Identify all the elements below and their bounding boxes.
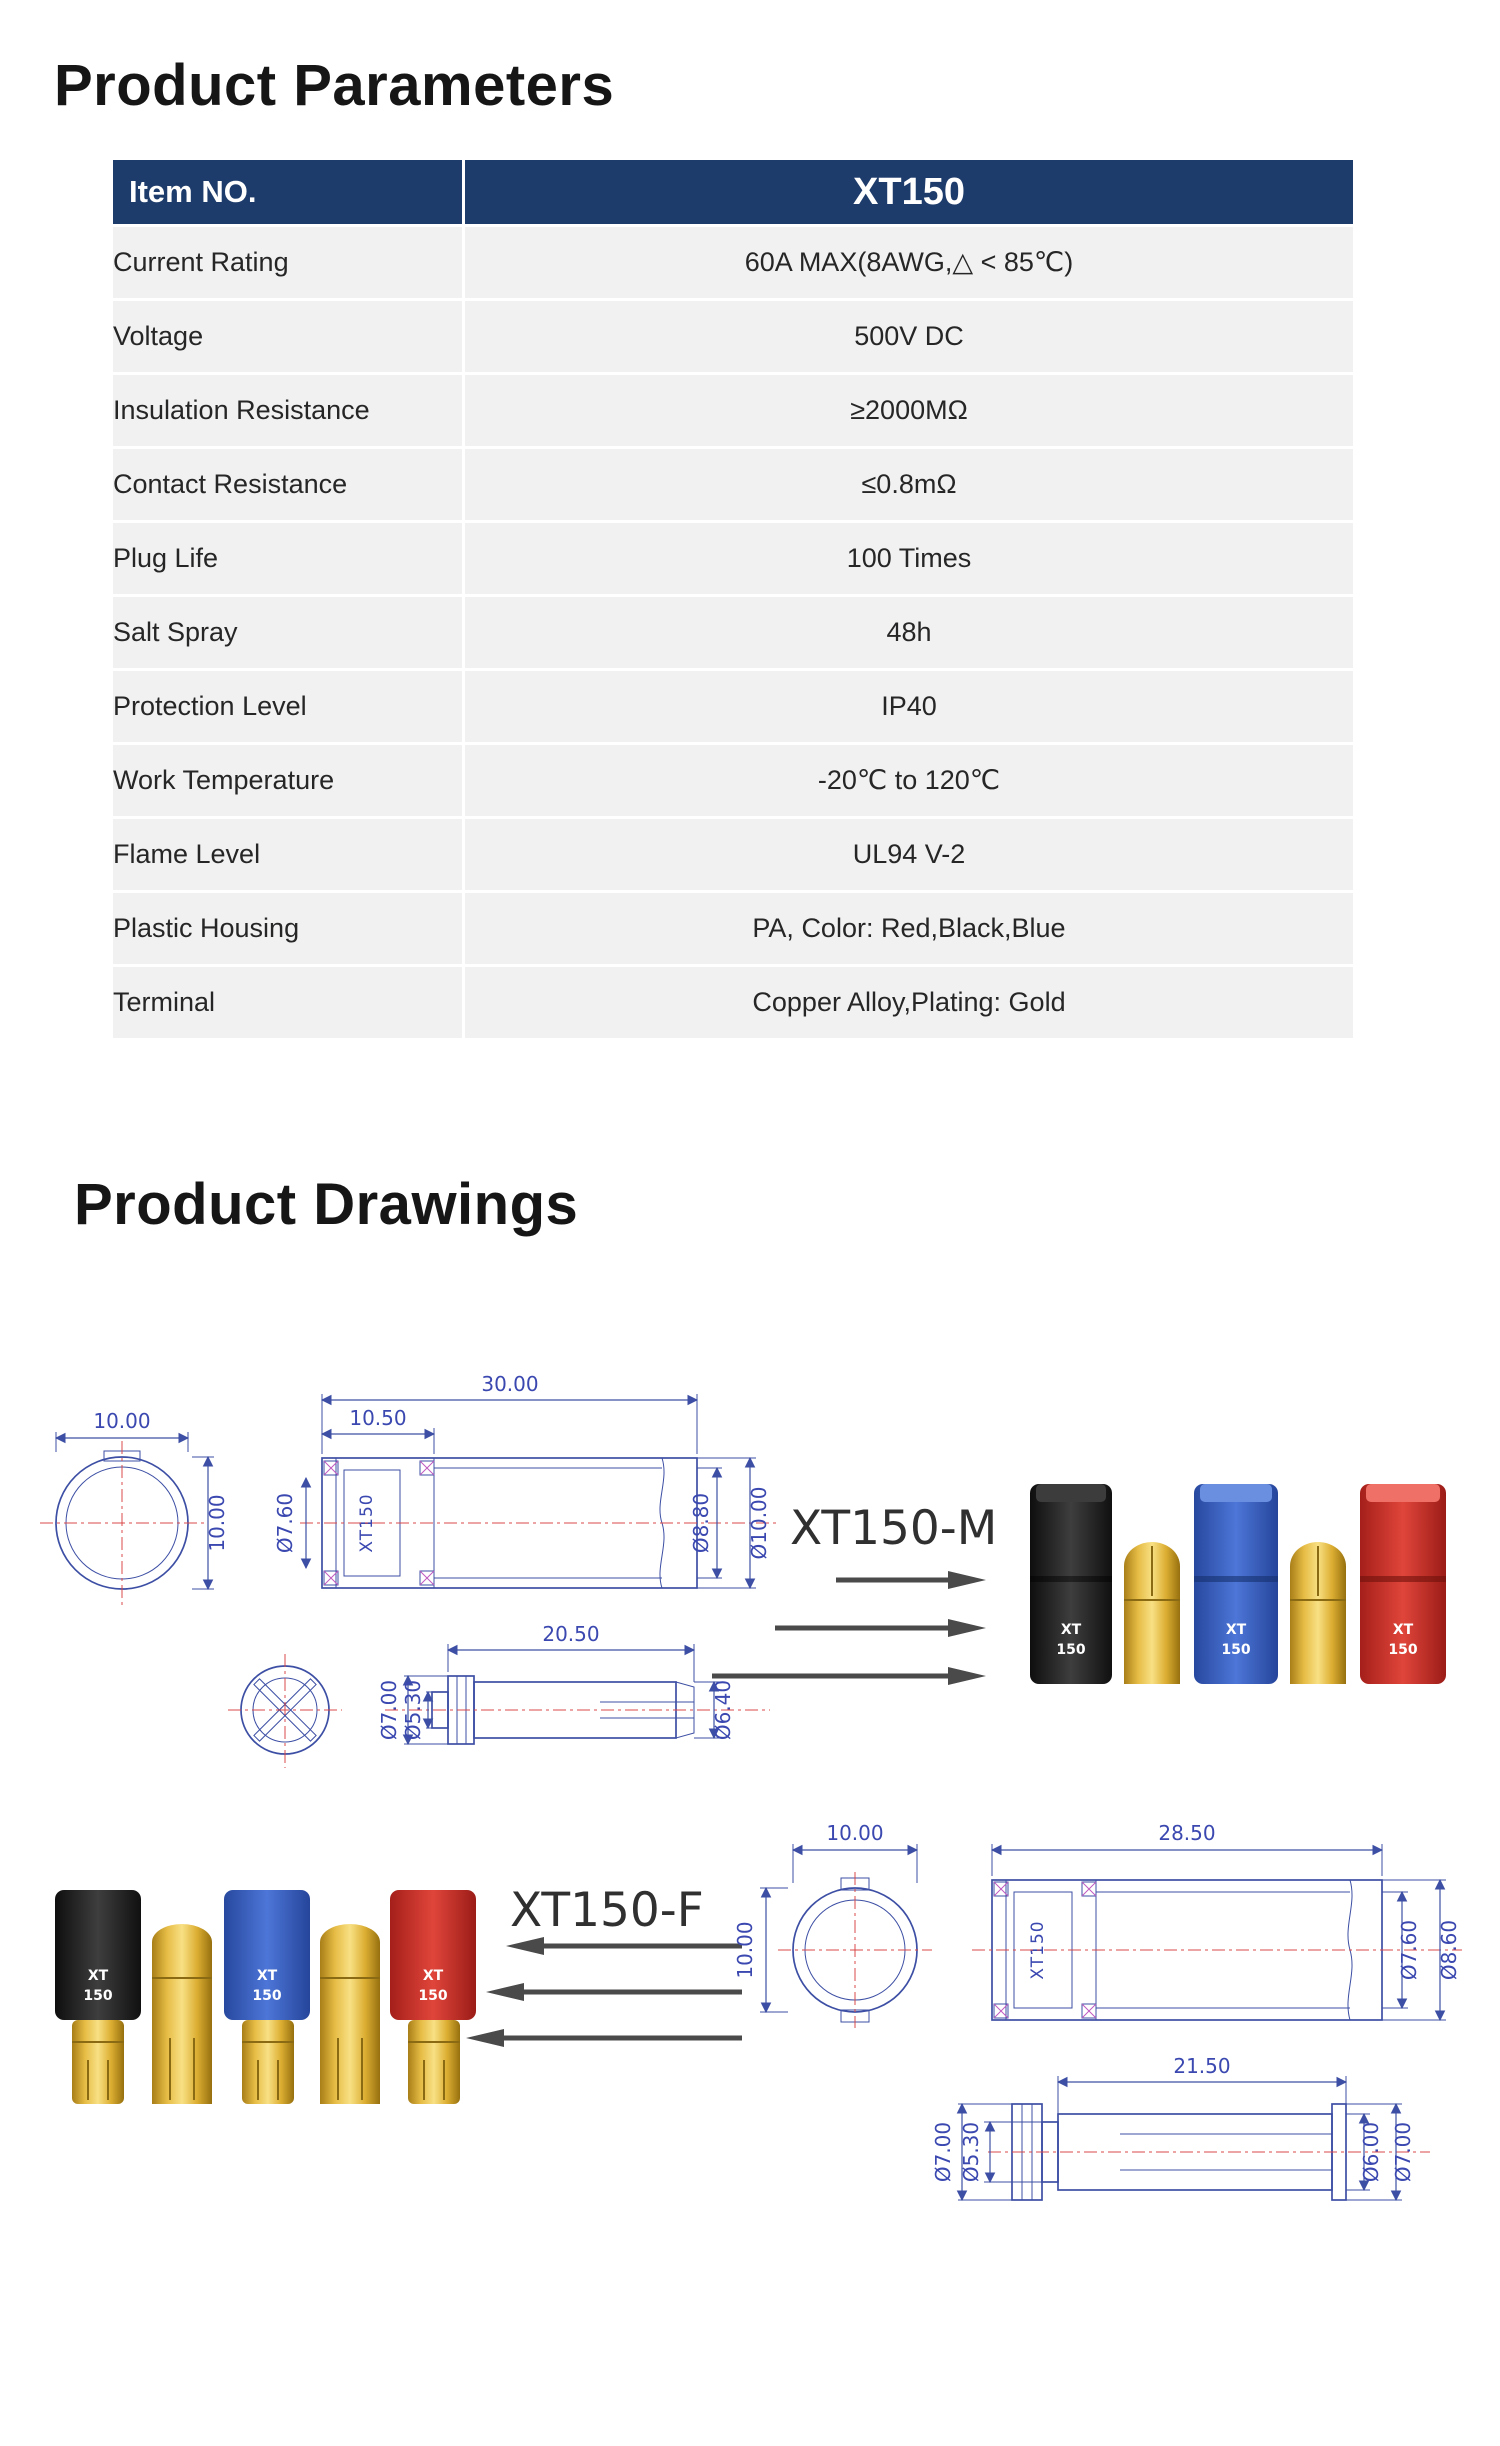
male-photo-gold-bullet-1 xyxy=(1124,1542,1180,1684)
connector-marking-xt: XT xyxy=(1392,1622,1414,1638)
row-label: Insulation Resistance xyxy=(113,375,462,446)
table-header-item-no: Item NO. xyxy=(113,160,462,224)
dim-m-side-length: 30.00 xyxy=(481,1372,539,1396)
dim-f-side-d2: Ø8.60 xyxy=(1437,1919,1461,1981)
dim-f-side-d1: Ø7.60 xyxy=(1397,1919,1421,1981)
row-value: ≤0.8mΩ xyxy=(465,449,1353,520)
connector-marking-150: 150 xyxy=(418,1988,448,2004)
row-value: Copper Alloy,Plating: Gold xyxy=(465,967,1353,1038)
dim-f-sleeve-d1: Ø7.00 xyxy=(931,2121,955,2183)
female-photo-gold-sleeve-1 xyxy=(152,1924,212,2104)
connector-marking-xt: XT xyxy=(256,1968,278,1984)
dim-f-sleeve-d4: Ø7.00 xyxy=(1391,2121,1415,2183)
table-row xyxy=(113,523,1353,594)
female-photo-black-connector xyxy=(55,1890,141,2104)
dim-m-side-d1: Ø7.60 xyxy=(273,1492,297,1554)
row-value: ≥2000MΩ xyxy=(465,375,1353,446)
row-label: Contact Resistance xyxy=(113,449,462,520)
dim-f-sleeve-d2: Ø5.30 xyxy=(959,2121,983,2183)
male-photo-gold-bullet-2 xyxy=(1290,1542,1346,1684)
connector-marking-xt: XT xyxy=(1225,1622,1247,1638)
drawing-marking-m: XT150 xyxy=(357,1493,377,1553)
male-pin-side-view-drawing xyxy=(377,1622,770,1744)
female-photo-red-connector xyxy=(390,1890,476,2104)
male-label-text: XT150-M xyxy=(790,1501,998,1556)
connector-marking-xt: XT xyxy=(422,1968,444,1984)
connector-marking-150: 150 xyxy=(1056,1642,1086,1658)
table-header-row xyxy=(113,160,1353,224)
male-front-view-drawing xyxy=(40,1409,229,1607)
connector-marking-150: 150 xyxy=(1388,1642,1418,1658)
row-label: Terminal xyxy=(113,967,462,1038)
male-pin-cross-section-drawing xyxy=(228,1653,342,1768)
dim-f-sleeve-length: 21.50 xyxy=(1173,2054,1231,2078)
page-title-product-parameters: Product Parameters xyxy=(54,53,615,118)
female-label-text: XT150-F xyxy=(510,1883,704,1938)
table-row xyxy=(113,301,1353,372)
table-row xyxy=(113,449,1353,520)
dim-m-side-d3: Ø10.00 xyxy=(747,1486,771,1560)
connector-marking-150: 150 xyxy=(252,1988,282,2004)
dim-m-pin-d3: Ø6.40 xyxy=(711,1679,735,1741)
table-row xyxy=(113,671,1353,742)
female-photo-blue-connector xyxy=(224,1890,310,2104)
dim-m-pin-d2: Ø5.30 xyxy=(401,1679,425,1741)
dim-f-sleeve-d3: Ø6.00 xyxy=(1359,2121,1383,2183)
dim-m-pin-length: 20.50 xyxy=(542,1622,600,1646)
female-variant-label xyxy=(510,1883,704,1938)
table-row xyxy=(113,819,1353,890)
row-value: UL94 V-2 xyxy=(465,819,1353,890)
table-row xyxy=(113,745,1353,816)
row-value: 48h xyxy=(465,597,1353,668)
row-value: -20℃ to 120℃ xyxy=(465,745,1353,816)
male-photo-black-connector xyxy=(1030,1484,1112,1684)
row-value: 500V DC xyxy=(465,301,1353,372)
dim-f-front-width: 10.00 xyxy=(826,1821,884,1845)
row-value: IP40 xyxy=(465,671,1353,742)
table-row xyxy=(113,375,1353,446)
page-title-product-drawings: Product Drawings xyxy=(74,1172,579,1237)
table-row xyxy=(113,967,1353,1038)
row-label: Voltage xyxy=(113,301,462,372)
connector-marking-xt: XT xyxy=(87,1968,109,1984)
dim-m-front-width: 10.00 xyxy=(93,1409,151,1433)
male-variant-label xyxy=(790,1501,997,1556)
product-drawings-figure xyxy=(0,1278,1500,2349)
row-label: Plug Life xyxy=(113,523,462,594)
male-photo-blue-connector xyxy=(1194,1484,1278,1684)
female-side-view-drawing xyxy=(972,1821,1462,2020)
table-row xyxy=(113,597,1353,668)
female-sleeve-side-view-drawing xyxy=(931,2054,1430,2200)
row-label: Protection Level xyxy=(113,671,462,742)
drawing-marking-f: XT150 xyxy=(1028,1920,1048,1980)
dim-m-side-segment: 10.50 xyxy=(349,1406,407,1430)
table-row xyxy=(113,227,1353,298)
dim-m-pin-d1: Ø7.00 xyxy=(377,1679,401,1741)
dim-f-front-height: 10.00 xyxy=(733,1921,757,1979)
dim-m-front-height: 10.00 xyxy=(205,1494,229,1552)
table-header-model: XT150 xyxy=(465,160,1353,224)
connector-marking-150: 150 xyxy=(1221,1642,1251,1658)
male-side-view-drawing xyxy=(273,1372,780,1588)
connector-marking-xt: XT xyxy=(1060,1622,1082,1638)
row-value: 100 Times xyxy=(465,523,1353,594)
row-value: PA, Color: Red,Black,Blue xyxy=(465,893,1353,964)
female-photo-gold-sleeve-2 xyxy=(320,1924,380,2104)
row-label: Work Temperature xyxy=(113,745,462,816)
row-label: Plastic Housing xyxy=(113,893,462,964)
female-arrows xyxy=(466,1937,742,2047)
row-label: Flame Level xyxy=(113,819,462,890)
parameters-table xyxy=(110,157,1356,1041)
connector-marking-150: 150 xyxy=(83,1988,113,2004)
table-row xyxy=(113,893,1353,964)
row-label: Salt Spray xyxy=(113,597,462,668)
female-front-view-drawing xyxy=(733,1821,932,2028)
dim-m-side-d2: Ø8.80 xyxy=(689,1492,713,1554)
row-label: Current Rating xyxy=(113,227,462,298)
row-value: 60A MAX(8AWG,△ < 85℃) xyxy=(465,227,1353,298)
male-photo-red-connector xyxy=(1360,1484,1446,1684)
dim-f-side-length: 28.50 xyxy=(1158,1821,1216,1845)
